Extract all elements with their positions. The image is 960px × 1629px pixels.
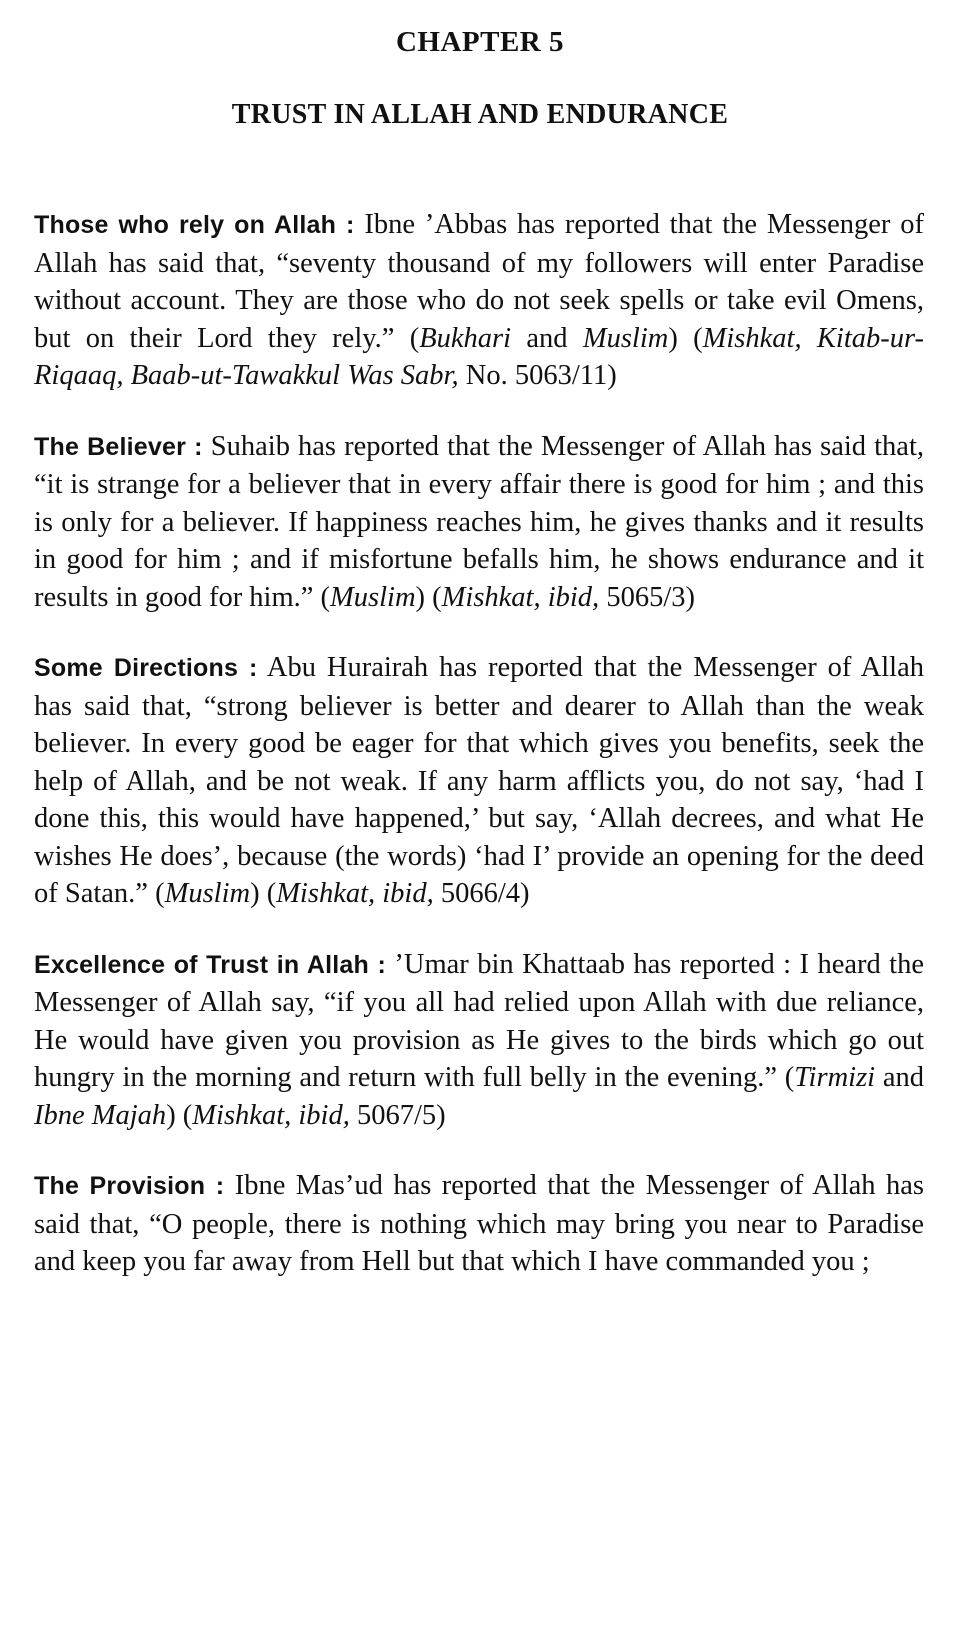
paragraph-heading: Excellence of Trust in Allah : — [34, 950, 386, 979]
body-text — [34, 206, 924, 1314]
paragraph-heading: The Provision : — [34, 1172, 225, 1200]
paragraph-text: Ibne Mas’ud has reported that the Messenger of Allah has said that, “O people, there is nothing which may bring you near to Paradise and keep you far away from Hell but that which I have commanded you ; — [34, 1170, 924, 1277]
paragraph-text: ) ( — [668, 322, 703, 354]
paragraph-heading: Some Directions : — [34, 654, 258, 682]
citation-source: Muslim — [582, 322, 669, 354]
paragraph-the-provision — [34, 1167, 924, 1281]
paragraph-the-believer — [34, 428, 924, 617]
citation-source: Ibne Majah — [34, 1099, 167, 1131]
paragraph-heading: Those who rely on Allah : — [34, 211, 355, 239]
chapter-title: TRUST IN ALLAH AND ENDURANCE — [231, 99, 729, 130]
paragraph-text: and — [511, 322, 583, 354]
paragraph-text: Suhaib has reported that the Messenger of Allah has said that, “it is strange for a believer that in every affair there is good for him ; and this is only for a believer. If happiness reaches him, he gives thanks and it results in good for him ; and if misfortune befalls him, he shows endurance and it results in good for him.” ( — [34, 430, 924, 613]
citation-reference: Mishkat, Kitab-ur-Riqaaq, Baab-ut-Tawakkul Was Sabr, — [34, 322, 924, 391]
paragraph-text: ) ( — [250, 878, 277, 909]
citation-reference: Mishkat, ibid, — [276, 878, 434, 909]
citation-reference: Mishkat, ibid, — [441, 581, 600, 613]
paragraph-excellence-of-trust — [34, 946, 924, 1135]
paragraph-text: Abu Hurairah has reported that the Messenger of Allah has said that, “strong believer is better and dearer to Allah than the weak believer. In every good be eager for that which gives you benefits, seek the help of Allah, and be not weak. If any harm afflicts you, do not say, ‘had I done this, this would have happened,’ but say, ‘Allah decrees, and what He wishes He does’, because (the words) ‘had I’ provide an opening for the deed of Satan.” ( — [34, 652, 924, 909]
citation-source: Muslim — [330, 581, 416, 613]
citation-source: Tirmizi — [794, 1062, 876, 1093]
chapter-number: CHAPTER 5 — [395, 26, 565, 58]
paragraph-text: Ibne ’Abbas has reported that the Messenger of Allah has said that, “seventy thousand of my followers will enter Paradise without account. They are those who do not seek spells or take evil Omens, but on their Lord they rely.” ( — [34, 209, 924, 354]
citation-number: 5065/3) — [599, 581, 695, 613]
citation-source: Bukhari — [419, 322, 512, 354]
paragraph-text: and — [875, 1062, 924, 1093]
citation-number: 5066/4) — [433, 878, 530, 909]
citation-number: No. 5063/11) — [458, 360, 617, 391]
paragraph-text: ’Umar bin Khattaab has reported : I heard the Messenger of Allah say, “if you all had relied upon Allah with due reliance, He would have given you provision as He gives to the birds which go out hungry in the morning and return with full belly in the evening.” ( — [34, 948, 924, 1093]
paragraph-text: ) ( — [415, 581, 442, 613]
paragraph-heading: The Believer : — [34, 432, 203, 461]
citation-number: 5067/5) — [349, 1099, 446, 1131]
citation-source: Muslim — [164, 878, 251, 909]
paragraph-those-who-rely — [34, 206, 924, 395]
paragraph-some-directions — [34, 649, 924, 913]
citation-reference: Mishkat, ibid, — [192, 1099, 350, 1131]
paragraph-text: ) ( — [166, 1099, 193, 1131]
